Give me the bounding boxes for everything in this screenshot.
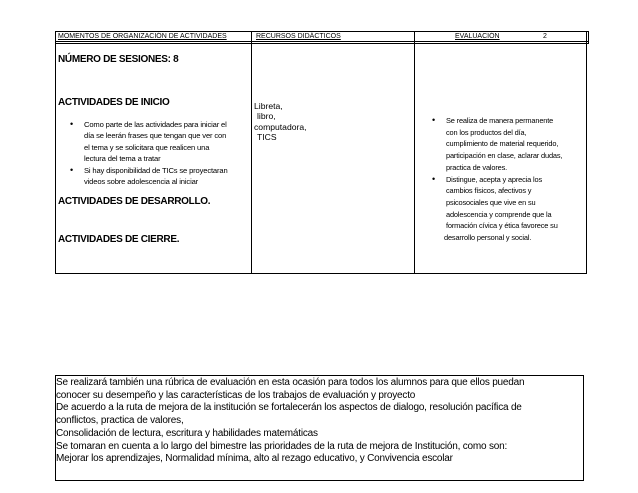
resources-list: Libreta, libro, computadora, TICS bbox=[254, 101, 307, 143]
evaluation-list bbox=[432, 115, 586, 244]
notes-line: De acuerdo a la ruta de mejora de la institución se fortalecerán los aspectos de dialogo, resolución pacífica de bbox=[56, 402, 522, 414]
notes-line: Se realizará también una rúbrica de evaluación en esta ocasión para todos los alumnos para que ellos puedan bbox=[56, 377, 525, 388]
notes-line: conflictos, practica de valores, bbox=[56, 415, 184, 427]
table-border-top bbox=[55, 31, 588, 32]
notes-line: Mejorar los aprendizajes, Normalidad mínima, alto al rezago educativo, y Convivencia escolar bbox=[56, 453, 453, 465]
list-item: • Si hay disponibilidad de TICs se proyectaran videos sobre adolescencia al iniciar bbox=[70, 165, 250, 188]
table-border-right-outer bbox=[588, 31, 589, 44]
table-border-right bbox=[586, 31, 587, 274]
table-column-divider-1 bbox=[251, 31, 252, 274]
page-number: 2 bbox=[543, 33, 547, 40]
table-border-header-bottom bbox=[55, 41, 588, 42]
list-item: • Se realiza de manera permanente con los productos del día, cumplimiento de material requerido, participación en clase, aclarar dudas, practica de valores. bbox=[432, 115, 586, 174]
table-border-left bbox=[55, 31, 56, 274]
table-border-bottom bbox=[55, 273, 587, 274]
closing-activities-heading: ACTIVIDADES DE CIERRE. bbox=[58, 234, 180, 245]
list-item: • Distingue, acepta y aprecia los cambios físicos, afectivos y psicosociales que vive en su adolescencia y comprende que la formación cívica y ética favorece su desarrollo personal y social. bbox=[432, 174, 586, 244]
header-resources: RECURSOS DIDÁCTICOS bbox=[256, 33, 341, 40]
header-evaluation: EVALUACIÓN bbox=[455, 33, 500, 40]
start-activities-heading: ACTIVIDADES DE INICIO bbox=[58, 97, 170, 108]
list-item: • Como parte de las actividades para iniciar el día se leerán frases que tengan que ver con el tema y se solicitara que realicen una lectura del tema a tratar bbox=[70, 119, 250, 165]
notes-text bbox=[56, 377, 582, 466]
sessions-heading: NÚMERO DE SESIONES: 8 bbox=[58, 54, 179, 65]
notes-line: conocer su desempeño y las características de los trabajos de evaluación y proyecto bbox=[56, 389, 416, 401]
notes-line: Se tomaran en cuenta a lo largo del bimestre las prioridades de la ruta de mejora de Institución, como son: bbox=[56, 440, 508, 452]
table-border-header-bottom-2 bbox=[55, 43, 588, 44]
start-activities-list bbox=[70, 119, 250, 187]
notes-line: Consolidación de lectura, escritura y habilidades matemáticas bbox=[56, 427, 318, 439]
development-activities-heading: ACTIVIDADES DE DESARROLLO. bbox=[58, 196, 211, 207]
header-moments: MOMENTOS DE ORGANIZACIÓN DE ACTIVIDADES bbox=[58, 33, 227, 40]
table-column-divider-2 bbox=[414, 31, 415, 274]
